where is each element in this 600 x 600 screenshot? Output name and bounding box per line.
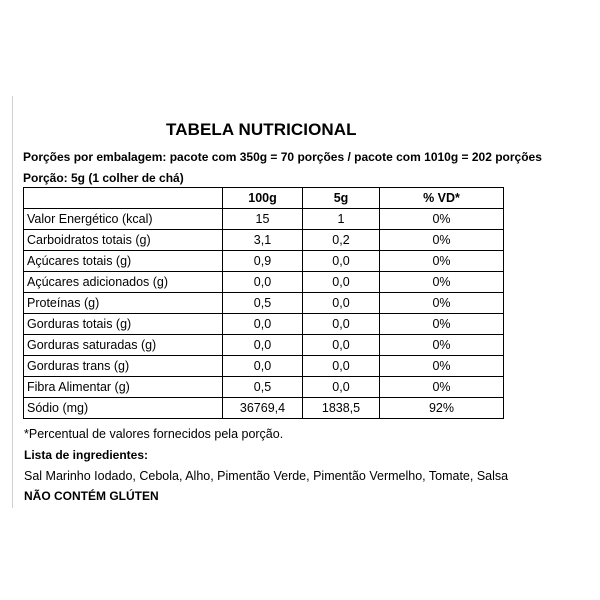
header-cell-nutrient bbox=[24, 188, 223, 209]
nutrient-label: Carboidratos totais (g) bbox=[24, 230, 223, 251]
value-per-100g: 36769,4 bbox=[223, 398, 303, 419]
nutrient-label: Açúcares totais (g) bbox=[24, 251, 223, 272]
value-per-100g: 0,5 bbox=[223, 293, 303, 314]
value-daily-percent: 0% bbox=[380, 335, 504, 356]
footnote: *Percentual de valores fornecidos pela porção. bbox=[24, 427, 284, 441]
nutrient-label: Gorduras trans (g) bbox=[24, 356, 223, 377]
table-row bbox=[24, 356, 504, 377]
table-row bbox=[24, 209, 504, 230]
value-daily-percent: 0% bbox=[380, 251, 504, 272]
value-daily-percent: 0% bbox=[380, 314, 504, 335]
value-per-100g: 0,0 bbox=[223, 272, 303, 293]
value-per-100g: 15 bbox=[223, 209, 303, 230]
value-per-100g: 0,0 bbox=[223, 335, 303, 356]
header-cell-5g: 5g bbox=[303, 188, 380, 209]
value-daily-percent: 0% bbox=[380, 377, 504, 398]
nutrient-label: Gorduras totais (g) bbox=[24, 314, 223, 335]
nutrition-table bbox=[23, 187, 504, 419]
table-header-row bbox=[24, 188, 504, 209]
nutrient-label: Gorduras saturadas (g) bbox=[24, 335, 223, 356]
servings-per-package: Porções por embalagem: pacote com 350g = 70 porções / pacote com 1010g = 202 porções bbox=[23, 150, 542, 164]
value-per-5g: 0,0 bbox=[303, 293, 380, 314]
value-per-5g: 0,0 bbox=[303, 314, 380, 335]
table-row bbox=[24, 335, 504, 356]
value-daily-percent: 0% bbox=[380, 293, 504, 314]
gluten-notice: NÃO CONTÉM GLÚTEN bbox=[24, 489, 159, 503]
value-per-5g: 0,0 bbox=[303, 272, 380, 293]
value-per-5g: 1838,5 bbox=[303, 398, 380, 419]
value-per-100g: 0,0 bbox=[223, 356, 303, 377]
table-row bbox=[24, 251, 504, 272]
value-per-5g: 0,0 bbox=[303, 356, 380, 377]
value-per-100g: 0,9 bbox=[223, 251, 303, 272]
table-row bbox=[24, 398, 504, 419]
value-daily-percent: 0% bbox=[380, 209, 504, 230]
table-row bbox=[24, 272, 504, 293]
serving-size: Porção: 5g (1 colher de chá) bbox=[23, 171, 184, 185]
value-per-100g: 3,1 bbox=[223, 230, 303, 251]
value-daily-percent: 0% bbox=[380, 230, 504, 251]
table-row bbox=[24, 314, 504, 335]
value-daily-percent: 92% bbox=[380, 398, 504, 419]
value-per-100g: 0,0 bbox=[223, 314, 303, 335]
ingredients-heading: Lista de ingredientes: bbox=[24, 448, 149, 462]
table-row bbox=[24, 230, 504, 251]
nutrient-label: Açúcares adicionados (g) bbox=[24, 272, 223, 293]
page-title: TABELA NUTRICIONAL bbox=[166, 120, 357, 139]
value-per-5g: 0,0 bbox=[303, 377, 380, 398]
value-per-100g: 0,5 bbox=[223, 377, 303, 398]
value-per-5g: 0,0 bbox=[303, 251, 380, 272]
value-daily-percent: 0% bbox=[380, 356, 504, 377]
left-border-line bbox=[12, 96, 13, 508]
ingredients-list: Sal Marinho Iodado, Cebola, Alho, Pimentão Verde, Pimentão Vermelho, Tomate, Salsa bbox=[24, 469, 509, 483]
value-per-5g: 0,0 bbox=[303, 335, 380, 356]
value-daily-percent: 0% bbox=[380, 272, 504, 293]
header-cell-vd: % VD* bbox=[380, 188, 504, 209]
nutrient-label: Fibra Alimentar (g) bbox=[24, 377, 223, 398]
header-cell-100g: 100g bbox=[223, 188, 303, 209]
value-per-5g: 1 bbox=[303, 209, 380, 230]
nutrient-label: Proteínas (g) bbox=[24, 293, 223, 314]
nutrient-label: Valor Energético (kcal) bbox=[24, 209, 223, 230]
table-row bbox=[24, 377, 504, 398]
value-per-5g: 0,2 bbox=[303, 230, 380, 251]
nutrient-label: Sódio (mg) bbox=[24, 398, 223, 419]
table-row bbox=[24, 293, 504, 314]
